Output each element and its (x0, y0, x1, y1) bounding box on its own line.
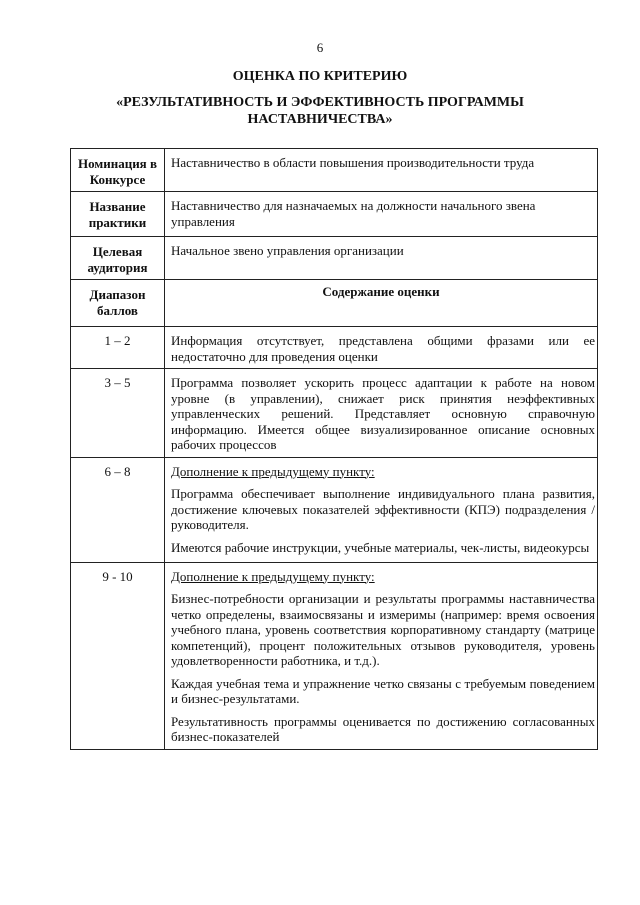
range-header-line: баллов (97, 302, 138, 318)
info-label (71, 149, 165, 192)
score-addition-heading: Дополнение к предыдущему пункту: (171, 568, 375, 584)
score-range: 6 – 8 (71, 457, 165, 562)
score-paragraph: Каждая учебная тема и упражнение четко связаны с требуемым поведением и бизнес-результатами. (171, 675, 595, 706)
range-header-line: Диапазон (89, 287, 146, 302)
score-range: 3 – 5 (71, 369, 165, 458)
info-row-practice-name (71, 192, 598, 237)
score-paragraph: Имеются рабочие инструкции, учебные материалы, чек-листы, видеокурсы (171, 539, 590, 555)
page-number: 6 (316, 40, 324, 55)
info-label (71, 192, 165, 237)
range-header (71, 280, 165, 327)
info-label-line: Конкурсе (89, 171, 146, 187)
info-label-line: Название (89, 199, 146, 214)
info-label-line: Номинация в (78, 156, 157, 171)
score-paragraph: Информация отсутствует, представлена общими фразами или ее недостаточно для проведения оценки (171, 333, 595, 364)
score-row (71, 327, 598, 369)
score-paragraph: Результативность программы оценивается по достижению согласованных бизнес-показателей (171, 713, 595, 744)
score-paragraph: Бизнес-потребности организации и результаты программы наставничества четко определены, взаимосвязаны и измеримы (например: время освоения учебного плана, уровень соответствия корпоративному стандарту (матрице компетенций), процент положительных отзывов руководителя, уровень удовлетворенности работника, и т.д.). (171, 591, 595, 668)
score-range: 9 - 10 (71, 562, 165, 749)
score-row (71, 369, 598, 458)
info-label-line: Целевая (92, 244, 143, 259)
page-subtitle (0, 94, 640, 128)
score-row (71, 562, 598, 749)
score-range: 1 – 2 (71, 327, 165, 369)
subtitle-line-1: «РЕЗУЛЬТАТИВНОСТЬ И ЭФФЕКТИВНОСТЬ ПРОГРАММЫ (116, 95, 524, 110)
table-header-row (71, 280, 598, 327)
content-header: Содержание оценки (165, 280, 598, 327)
info-value: Наставничество для назначаемых на должности начального звена управления (165, 192, 598, 237)
criteria-table (70, 148, 598, 750)
page-title: ОЦЕНКА ПО КРИТЕРИЮ (232, 69, 408, 84)
info-row-audience (71, 237, 598, 280)
score-content (165, 369, 598, 458)
subtitle-line-2: НАСТАВНИЧЕСТВА» (247, 112, 393, 127)
score-content (165, 327, 598, 369)
score-paragraph: Программа позволяет ускорить процесс адаптации к работе на новом уровне (в управлении), снижает риск принятия неэффективных управленческих решений. Представляет основную справочную информацию. Имеется общее визуализированное описание основных рабочих процессов (171, 375, 595, 452)
info-label (71, 237, 165, 280)
info-value: Наставничество в области повышения производительности труда (165, 149, 598, 192)
score-addition-heading: Дополнение к предыдущему пункту: (171, 463, 375, 479)
info-label-line: практики (88, 214, 147, 230)
score-content (165, 562, 598, 749)
score-paragraph: Программа обеспечивает выполнение индивидуального плана развития, достижение ключевых показателей эффективности (КПЭ) подразделения / руководителя. (171, 486, 595, 532)
score-content (165, 457, 598, 562)
info-label-line: аудитория (87, 259, 148, 275)
score-row (71, 457, 598, 562)
info-value: Начальное звено управления организации (165, 237, 598, 280)
info-row-nomination (71, 149, 598, 192)
